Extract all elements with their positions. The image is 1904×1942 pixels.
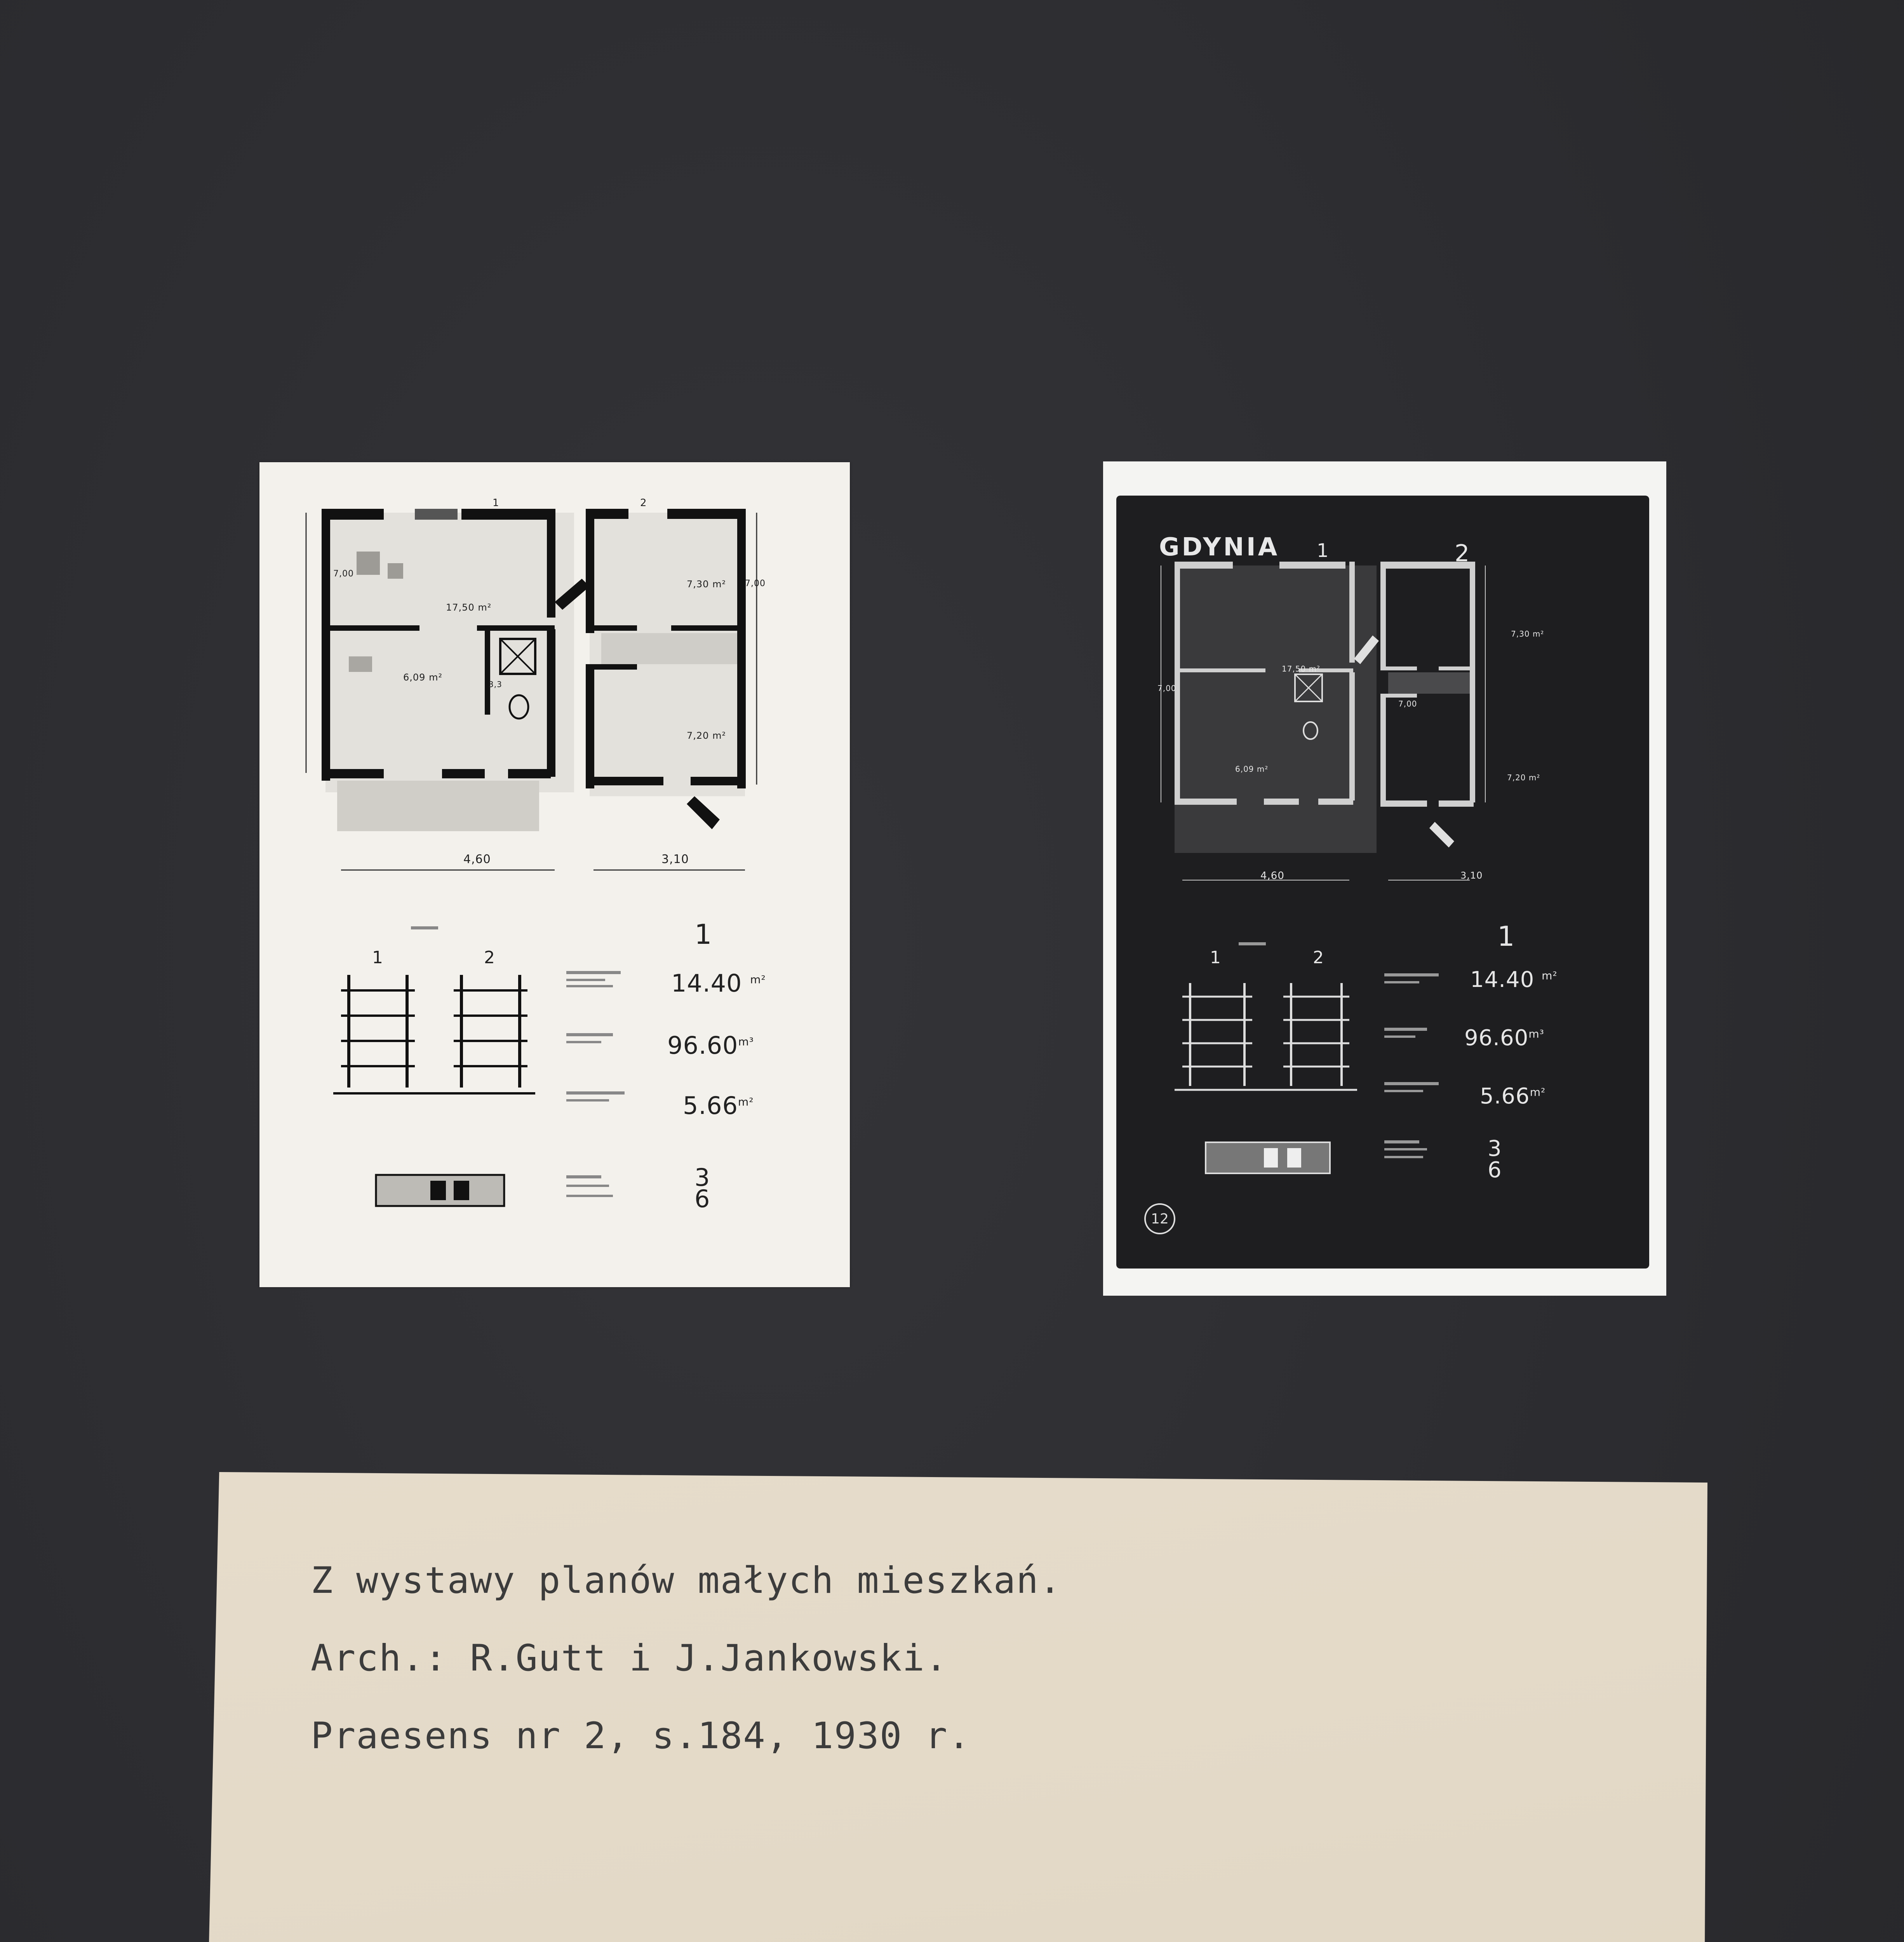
plan-label-2: 2: [640, 497, 647, 509]
stat-area: 14.40 $^{m^2}$: [671, 969, 766, 997]
plan-dim-height-1: 7,00: [333, 569, 354, 579]
plan-dim-width-2: 3,10: [661, 853, 689, 866]
dark-dim-width-2: 3,10: [1460, 870, 1483, 881]
stat-window-area: $5.66^{m^2}$: [683, 1091, 754, 1120]
dark-stat-count-2: 6: [1488, 1157, 1502, 1183]
caption-line-2: Arch.: R.Gutt i J.Jankowski.: [311, 1637, 948, 1679]
exhibit-number-badge: 12: [1144, 1203, 1175, 1234]
floor-plan-drawing-dark: [1116, 496, 1649, 1269]
section-label-1: 1: [372, 948, 383, 968]
floor-plan-print-dark: [1103, 461, 1666, 1296]
stat-volume: $96.60^{m^3}$: [667, 1031, 754, 1060]
dark-room-area-b1: 7,30 m²: [1511, 629, 1544, 639]
stat-count-1: 3: [694, 1163, 710, 1192]
dark-room-area-kitchen: 6,09 m²: [1235, 764, 1269, 774]
caption-line-3: Praesens nr 2, s.184, 1930 r.: [311, 1715, 971, 1757]
caption-line-1: Z wystawy planów małych mieszkań.: [311, 1559, 1062, 1602]
dark-room-area-b2: 7,20 m²: [1507, 773, 1540, 782]
plan-label-1: 1: [493, 497, 499, 509]
plan-dim-height-2: 7,00: [745, 579, 766, 588]
dark-dim-height-1: 7,00: [1157, 684, 1177, 693]
dark-stat-window-area: $5.66^{m^2}$: [1480, 1084, 1546, 1109]
room-area-b2: 7,20 m²: [687, 730, 726, 741]
dark-exhibit-panel: [1116, 496, 1649, 1269]
stat-count-2: 6: [694, 1185, 710, 1213]
dark-column-header: 1: [1497, 921, 1515, 952]
room-area-kitchen: 6,09 m²: [403, 672, 443, 683]
archive-envelope: [197, 1472, 1707, 1942]
exhibit-title: GDYNIA: [1159, 533, 1280, 562]
dark-section-label-1: 1: [1210, 948, 1221, 968]
dark-stat-volume: $96.60^{m^3}$: [1464, 1025, 1544, 1051]
dark-room-area-big: 17,50 m²: [1282, 664, 1321, 673]
room-area-bath: 3,3: [489, 680, 502, 689]
dark-plan-label-2: 2: [1455, 540, 1470, 567]
room-area-b1: 7,30 m²: [687, 579, 726, 590]
column-header: 1: [694, 919, 712, 950]
dark-stat-area: 14.40 $^{m^2}$: [1470, 967, 1558, 992]
dark-dim-height-2: 7,00: [1398, 699, 1417, 708]
plan-dim-width-1: 4,60: [463, 853, 491, 866]
section-label-2: 2: [484, 948, 495, 968]
dark-plan-label-1: 1: [1317, 540, 1329, 562]
dark-dim-width-1: 4,60: [1260, 870, 1284, 882]
room-area-big: 17,50 m²: [446, 602, 492, 613]
dark-section-label-2: 2: [1313, 948, 1324, 968]
floor-plan-print-light: [259, 462, 850, 1287]
dark-stat-count-1: 3: [1488, 1136, 1502, 1161]
